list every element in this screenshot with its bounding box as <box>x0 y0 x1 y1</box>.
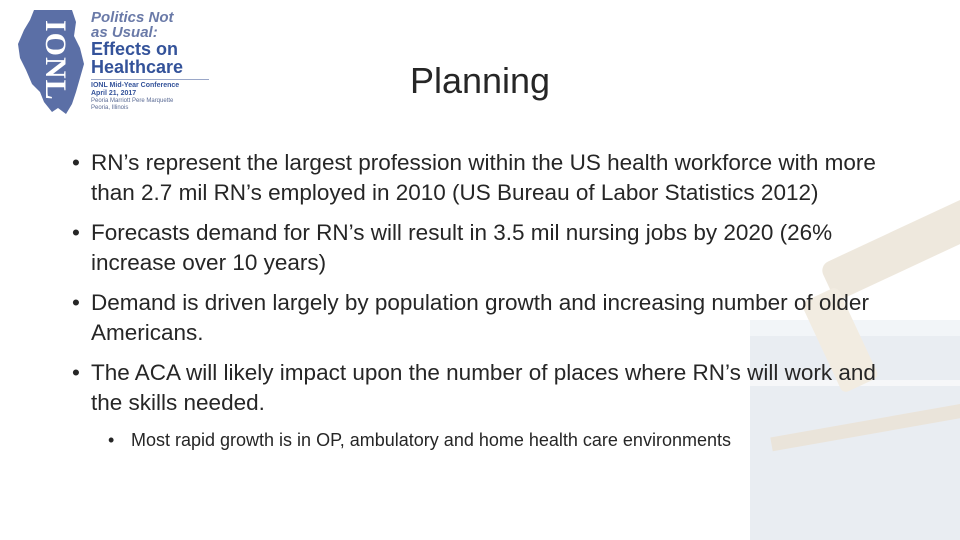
bullet-text: RN’s represent the largest profession within the US health workforce with more than 2.7 mil RN’s employed in 2010 (US Bureau of Labor Statistics 2012) <box>91 150 876 205</box>
logo-line2: as Usual: <box>91 24 158 41</box>
logo-conference-name: IONL Mid-Year Conference <box>91 82 180 89</box>
bullet-text: Forecasts demand for RN’s will result in 3.5 mil nursing jobs by 2020 (26% increase over 10 years) <box>91 220 833 275</box>
bullet-dot: • <box>72 220 80 245</box>
logo-text-block <box>91 10 221 112</box>
logo-city: Peoria, Illinois <box>91 105 129 111</box>
logo-divider <box>91 79 209 80</box>
bullet-dot: • <box>72 290 80 315</box>
sub-bullet-dot: • <box>108 430 115 450</box>
bullet-item <box>72 148 892 208</box>
logo-line4: Healthcare <box>91 57 184 77</box>
sub-bullet-item <box>108 428 892 452</box>
logo-line3: Effects on <box>91 39 179 59</box>
logo-state-text: IONL <box>39 20 72 101</box>
slide-title: Planning <box>409 60 551 101</box>
bullet-dot: • <box>72 360 80 385</box>
slide-content <box>72 148 892 452</box>
logo-line1: Politics Not <box>91 9 174 26</box>
illinois-state-icon <box>14 8 90 116</box>
bullet-text: Demand is driven largely by population growth and increasing number of older Americans. <box>91 290 869 345</box>
bullet-item <box>72 288 892 348</box>
bullet-text: The ACA will likely impact upon the number of places where RN’s will work and the skills needed. <box>91 360 876 415</box>
sub-bullet-text: Most rapid growth is in OP, ambulatory and home health care environments <box>131 430 731 450</box>
conference-logo <box>14 8 214 118</box>
logo-venue: Peoria Marriott Pere Marquette <box>91 98 174 104</box>
bullet-dot: • <box>72 150 80 175</box>
bullet-item <box>72 218 892 278</box>
bullet-item <box>72 358 892 418</box>
logo-conference-date: April 21, 2017 <box>91 90 137 97</box>
